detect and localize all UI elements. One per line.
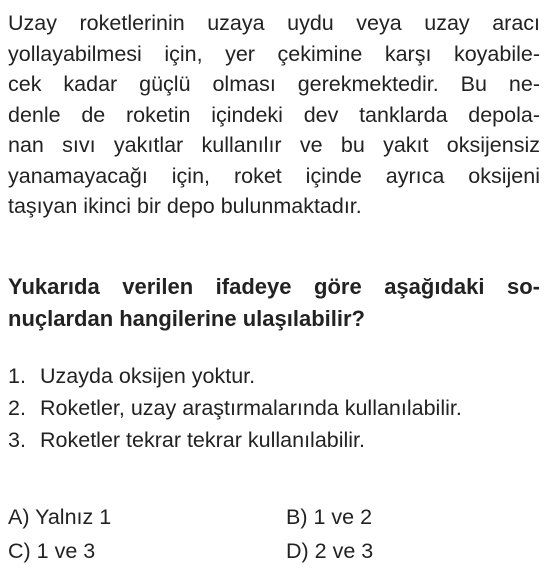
- passage-line: cek kadar güçlü olması gerekmektedir. Bu ne-: [8, 72, 540, 96]
- option-letter: D): [286, 539, 309, 563]
- passage-line: yanamayacağı için, roket içinde ayrıca oksijeni: [8, 163, 540, 188]
- option-text: 1 ve 2: [313, 505, 373, 529]
- option-text: 2 ve 3: [314, 539, 374, 563]
- passage-line: Uzay roketlerinin uzaya uydu veya uzay aracı: [8, 11, 540, 35]
- question-line: Yukarıda verilen ifadeye göre aşağıdaki so-: [8, 274, 540, 299]
- option-letter: B): [286, 505, 308, 529]
- question-stem: [8, 271, 540, 335]
- passage-line: denle de roketin içindeki dev tanklarda depola-: [8, 102, 540, 127]
- passage-line: yollayabilmesi için, yer çekimine karşı koyabile-: [8, 41, 540, 66]
- passage-line: nan sıvı yakıtlar kullanılır ve bu yakıt oksijensiz: [8, 133, 540, 157]
- question-line: nuçlardan hangilerine ulaşılabilir?: [8, 306, 365, 331]
- option-d[interactable]: [286, 534, 373, 568]
- passage-text: [8, 8, 540, 222]
- option-text: 1 ve 3: [36, 539, 96, 563]
- options-row: [8, 534, 540, 568]
- option-a[interactable]: [8, 500, 286, 534]
- option-text: Yalnız 1: [35, 505, 112, 529]
- statement-text: Roketler tekrar tekrar kullanılabilir.: [40, 428, 366, 452]
- statement-item: [8, 360, 540, 392]
- option-c[interactable]: [8, 534, 286, 568]
- statement-text: Uzayda oksijen yoktur.: [40, 364, 256, 388]
- options-row: [8, 500, 540, 534]
- option-letter: C): [8, 539, 31, 563]
- answer-options: [8, 500, 540, 568]
- statement-number: 2.: [8, 396, 26, 420]
- statement-number: 1.: [8, 364, 26, 388]
- statement-item: [8, 424, 540, 456]
- option-letter: A): [8, 505, 30, 529]
- passage-line: taşıyan ikinci bir depo bulunmaktadır.: [8, 194, 362, 218]
- statement-list: [8, 360, 540, 456]
- statement-item: [8, 392, 540, 424]
- option-b[interactable]: [286, 500, 372, 534]
- statement-number: 3.: [8, 428, 26, 452]
- statement-text: Roketler, uzay araştırmalarında kullanılabilir.: [40, 396, 462, 420]
